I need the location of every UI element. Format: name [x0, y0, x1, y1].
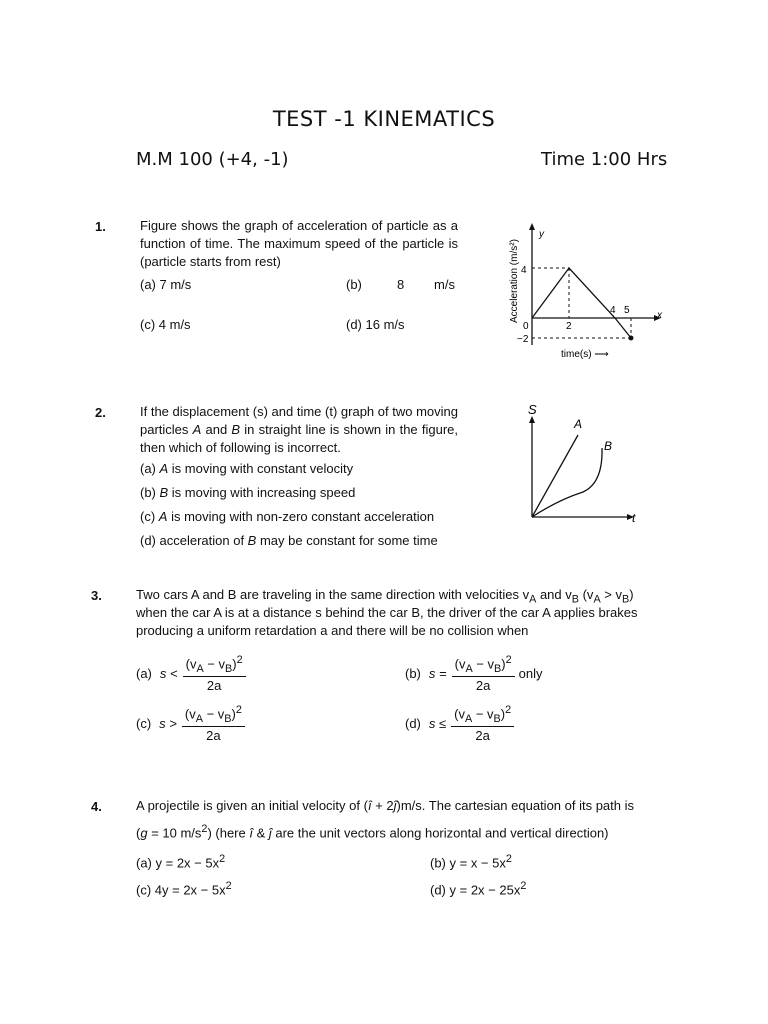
q1-graph-curve — [532, 268, 631, 338]
q1-option-a: (a) 7 m/s — [140, 277, 192, 292]
q2-graph-t-label: t — [632, 511, 636, 525]
q4-option-a: (a) $y = 2x - 5x^2$ — [136, 853, 226, 871]
q3-option-d: (d) s ≤ $\frac{(v_A - v_B)^2}{2a}$ — [405, 704, 514, 743]
q1-graph-x-symbol: x — [657, 310, 662, 321]
q4-number: 4. — [91, 799, 102, 814]
q4-text-line2: (g = 10 $m/s^2$) (here î & ĵ are the unit vectors along horizontal and vertical direction) — [136, 823, 609, 841]
q4-option-d: (d) $y = 2x - 25x^2$ — [430, 880, 527, 898]
q2-number: 2. — [95, 405, 106, 420]
q1-option-b-value: 8 — [397, 277, 405, 292]
max-marks: M.M 100 (+4, -1) — [136, 149, 289, 170]
q2-graph-s-label: S — [528, 402, 537, 417]
q1-graph-tick-0: 0 — [523, 321, 529, 332]
q1-graph-y-label: Acceleration (m/s²) — [509, 239, 520, 323]
q1-graph-tick-4: 4 — [521, 265, 527, 276]
q1-acceleration-graph — [495, 215, 675, 370]
q4-option-c: (c) $4y = 2x - 5x^2$ — [136, 880, 232, 898]
q3-option-b: (b) s = $\frac{(v_A - v_B)^2}{2a}$ only — [405, 654, 543, 693]
q3-text-line1: Two cars A and B are traveling in the same direction with velocities $v_A$ and $v_B$ $(v_A > v_B)$ — [136, 587, 634, 606]
q2-graph-a-label: A — [574, 417, 583, 431]
q1-graph-tick-2: 2 — [566, 321, 572, 332]
q1-option-c: (c) 4 m/s — [140, 317, 191, 332]
q2-graph-b-label: B — [604, 439, 613, 453]
q2-option-a: (a) A is moving with constant velocity — [140, 461, 354, 476]
q1-graph-y-symbol: y — [539, 229, 544, 240]
q2-option-b: (b) B is moving with increasing speed — [140, 485, 356, 500]
q2-graph-line-a — [532, 435, 578, 517]
q3-number: 3. — [91, 588, 102, 603]
q3-text-line3: producing a uniform retardation a and there will be no collision when — [136, 623, 529, 638]
q1-graph-x-label: time(s) ⟶ — [561, 349, 609, 360]
q1-option-d: (d) 16 m/s — [346, 317, 405, 332]
time-limit: Time 1:00 Hrs — [541, 149, 668, 170]
q3-text-line2: when the car A is at a distance s behind the car B, the driver of the car A applies brakes — [136, 605, 638, 620]
q1-text: Figure shows the graph of acceleration of particle as a function of time. The maximum speed of the particle is (particle starts from rest) — [140, 218, 458, 269]
q1-graph-tick-x4: 4 — [610, 305, 616, 316]
q1-option-b-unit: m/s — [434, 277, 455, 292]
q4-option-b: (b) $y = x - 5x^2$ — [430, 853, 512, 871]
q2-displacement-graph — [518, 400, 648, 525]
q2-option-d: (d) acceleration of B may be constant for some time — [140, 533, 438, 548]
q4-text-line1: A projectile is given an initial velocity of (î + 2ĵ)m/s. The cartesian equation of its path is — [136, 798, 635, 813]
q1-graph-tick-neg2: −2 — [517, 334, 529, 345]
q1-option-b-label: (b) — [346, 277, 362, 292]
q1-number: 1. — [95, 219, 106, 234]
q2-option-c: (c) A is moving with non-zero constant acceleration — [140, 509, 435, 524]
q2-text: If the displacement (s) and time (t) graph of two moving particles A and B in straight line is shown in the figure, then which of following is incorrect. — [140, 404, 458, 455]
q3-option-c: (c) s > $\frac{(v_A - v_B)^2}{2a}$ — [136, 704, 245, 743]
q3-option-a: (a) s < $\frac{(v_A - v_B)^2}{2a}$ — [136, 654, 246, 693]
page-title: TEST -1 KINEMATICS — [272, 107, 496, 131]
q1-graph-tick-x5: 5 — [624, 305, 630, 316]
q2-graph-curve-b — [532, 448, 602, 517]
